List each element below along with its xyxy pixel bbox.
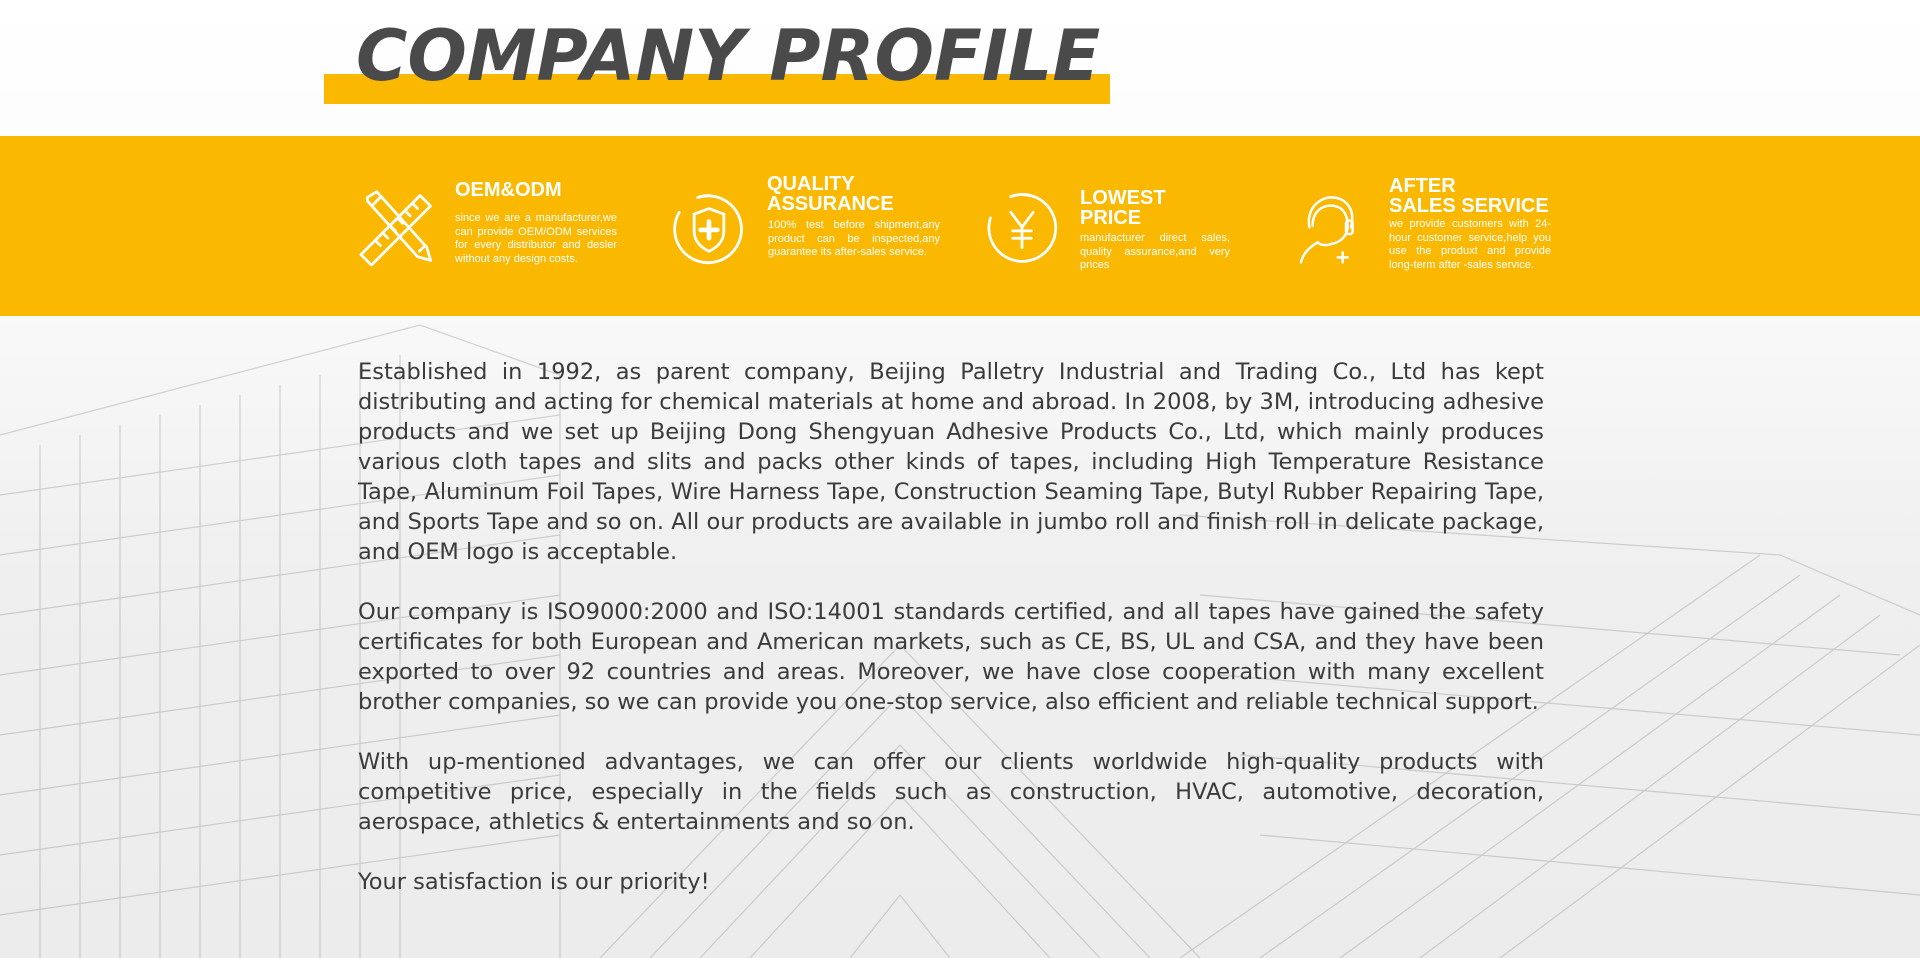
page-title: COMPANY PROFILE — [356, 15, 1101, 97]
paragraph-priority: Your satisfaction is our priority! — [358, 869, 710, 895]
headset-support-icon — [1296, 190, 1366, 268]
company-description — [358, 357, 1544, 927]
paragraph-advantages: With up-mentioned advantages, we can offer our clients worldwide high-quality products with competitive price, especially in the fields such as construction, HVAC, automotive, decoration, aerospace, athletics & entertainments and so on. — [358, 749, 1544, 835]
feature-quality-assurance — [670, 136, 950, 316]
feature-title: LOWEST PRICE — [1080, 187, 1166, 229]
yen-coin-icon — [983, 190, 1061, 268]
feature-description: we provide customers with 24-hour customer service,help you use the produxt and provide long-term after -sales service. — [1389, 218, 1551, 271]
feature-oem-odm — [358, 136, 628, 316]
feature-title: QUALITY ASSURANCE — [767, 173, 894, 215]
feature-title: AFTER SALES SERVICE — [1389, 175, 1549, 217]
pencil-ruler-icon — [358, 188, 440, 266]
features-band — [0, 136, 1920, 316]
feature-after-sales-service — [1296, 136, 1576, 316]
paragraph-history: Established in 1992, as parent company, Beijing Palletry Industrial and Trading Co., Ltd has kept distributing and acting for chemical materials at home and abroad. In 2008, by 3M, introducing adhesive products and we set up Beijing Dong Shengyuan Adhesive Products Co., Ltd, which mainly produces various cloth tapes and slits and packs other kinds of tapes, including High Temperature Resistance Tape, Aluminum Foil Tapes, Wire Harness Tape, Construction Seaming Tape, Butyl Rubber Repairing Tape, and Sports Tape and so on. All our products are available in jumbo roll and finish roll in delicate package, and OEM logo is acceptable. — [358, 359, 1544, 565]
feature-title: OEM&ODM — [455, 179, 562, 201]
page-title-block — [324, 14, 1110, 106]
shield-cross-icon — [670, 190, 748, 268]
paragraph-certifications: Our company is ISO9000:2000 and ISO:14001 standards certified, and all tapes have gained the safety certificates for both European and American markets, such as CE, BS, UL and CSA, and they have been exported to over 92 countries and areas. Moreover, we have close cooperation with many excellent brother companies, so we can provide you one-stop service, also efficient and reliable technical support. — [358, 599, 1544, 715]
feature-description: manufacturer direct sales, quality assurance,and very prices — [1080, 232, 1230, 271]
feature-description: 100% test before shipment,any product can be inspected,any guarantee its after-sales service. — [768, 219, 940, 258]
feature-description: since we are a manufacturer,we can provide OEM/ODM services for every distributor and desler without any design costs. — [455, 212, 617, 265]
feature-lowest-price — [983, 136, 1253, 316]
